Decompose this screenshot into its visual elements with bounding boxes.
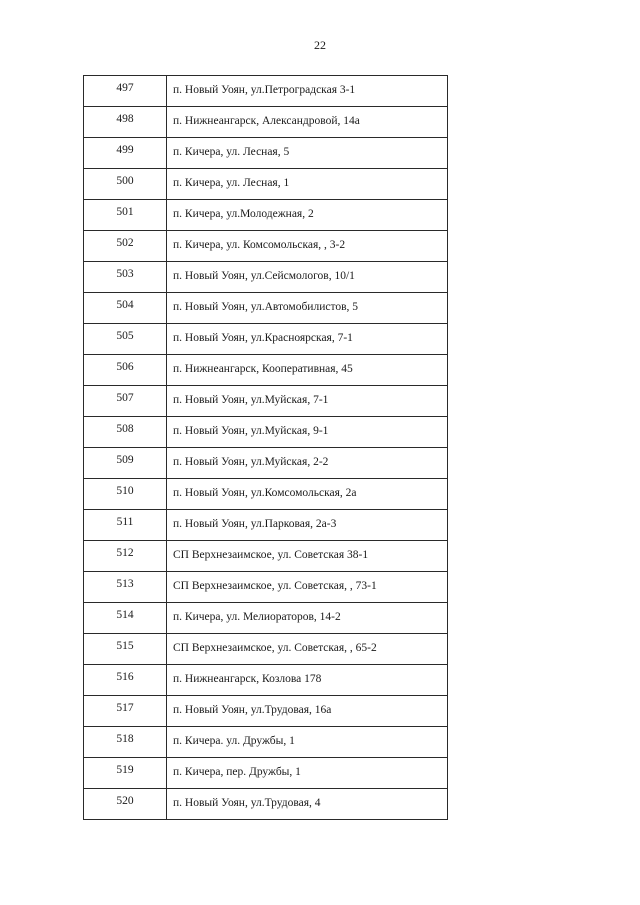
row-number-cell: 518 (84, 727, 167, 758)
row-number-cell: 515 (84, 634, 167, 665)
table-row (84, 417, 448, 448)
address-cell: п. Кичера, ул. Лесная, 5 (167, 138, 448, 169)
table-row (84, 262, 448, 293)
row-number-cell: 497 (84, 76, 167, 107)
address-cell: п. Кичера. ул. Дружбы, 1 (167, 727, 448, 758)
table-row (84, 758, 448, 789)
table-row (84, 107, 448, 138)
table-row (84, 386, 448, 417)
address-cell: п. Нижнеангарск, Кооперативная, 45 (167, 355, 448, 386)
address-cell: п. Нижнеангарск, Александровой, 14а (167, 107, 448, 138)
table-row (84, 789, 448, 820)
row-number-cell: 506 (84, 355, 167, 386)
address-cell: п. Новый Уоян, ул.Муйская, 9-1 (167, 417, 448, 448)
address-table (83, 75, 448, 820)
table-row (84, 76, 448, 107)
table-row (84, 479, 448, 510)
address-cell: п. Кичера, ул. Мелиораторов, 14-2 (167, 603, 448, 634)
row-number-cell: 504 (84, 293, 167, 324)
row-number-cell: 517 (84, 696, 167, 727)
table-row (84, 169, 448, 200)
address-cell: п. Новый Уоян, ул.Муйская, 7-1 (167, 386, 448, 417)
address-cell: п. Новый Уоян, ул.Автомобилистов, 5 (167, 293, 448, 324)
row-number-cell: 516 (84, 665, 167, 696)
table-row (84, 603, 448, 634)
address-cell: п. Кичера, пер. Дружбы, 1 (167, 758, 448, 789)
table-row (84, 200, 448, 231)
address-cell: п. Новый Уоян, ул.Сейсмологов, 10/1 (167, 262, 448, 293)
row-number-cell: 508 (84, 417, 167, 448)
table-row (84, 572, 448, 603)
table-row (84, 324, 448, 355)
address-cell: п. Нижнеангарск, Козлова 178 (167, 665, 448, 696)
address-cell: п. Новый Уоян, ул.Трудовая, 4 (167, 789, 448, 820)
address-cell: п. Кичера, ул. Лесная, 1 (167, 169, 448, 200)
table-row (84, 665, 448, 696)
address-cell: п. Новый Уоян, ул.Комсомольская, 2а (167, 479, 448, 510)
table-row (84, 727, 448, 758)
row-number-cell: 520 (84, 789, 167, 820)
row-number-cell: 505 (84, 324, 167, 355)
table-row (84, 541, 448, 572)
row-number-cell: 499 (84, 138, 167, 169)
table-row (84, 138, 448, 169)
address-cell: СП Верхнезаимское, ул. Советская, , 73-1 (167, 572, 448, 603)
table-row (84, 355, 448, 386)
row-number-cell: 500 (84, 169, 167, 200)
row-number-cell: 498 (84, 107, 167, 138)
address-table-body (84, 76, 448, 820)
address-cell: СП Верхнезаимское, ул. Советская 38-1 (167, 541, 448, 572)
address-cell: п. Новый Уоян, ул.Муйская, 2-2 (167, 448, 448, 479)
address-cell: п. Новый Уоян, ул.Трудовая, 16а (167, 696, 448, 727)
row-number-cell: 509 (84, 448, 167, 479)
address-cell: п. Новый Уоян, ул.Красноярская, 7-1 (167, 324, 448, 355)
table-row (84, 448, 448, 479)
row-number-cell: 514 (84, 603, 167, 634)
row-number-cell: 511 (84, 510, 167, 541)
address-cell: п. Новый Уоян, ул.Петроградская 3-1 (167, 76, 448, 107)
row-number-cell: 513 (84, 572, 167, 603)
row-number-cell: 510 (84, 479, 167, 510)
address-cell: п. Кичера, ул.Молодежная, 2 (167, 200, 448, 231)
address-cell: СП Верхнезаимское, ул. Советская, , 65-2 (167, 634, 448, 665)
row-number-cell: 512 (84, 541, 167, 572)
row-number-cell: 503 (84, 262, 167, 293)
page-number: 22 (314, 38, 326, 52)
address-cell: п. Кичера, ул. Комсомольская, , 3-2 (167, 231, 448, 262)
table-row (84, 696, 448, 727)
row-number-cell: 502 (84, 231, 167, 262)
table-row (84, 510, 448, 541)
table-row (84, 293, 448, 324)
row-number-cell: 519 (84, 758, 167, 789)
table-row (84, 634, 448, 665)
table-row (84, 231, 448, 262)
row-number-cell: 501 (84, 200, 167, 231)
row-number-cell: 507 (84, 386, 167, 417)
address-cell: п. Новый Уоян, ул.Парковая, 2а-3 (167, 510, 448, 541)
